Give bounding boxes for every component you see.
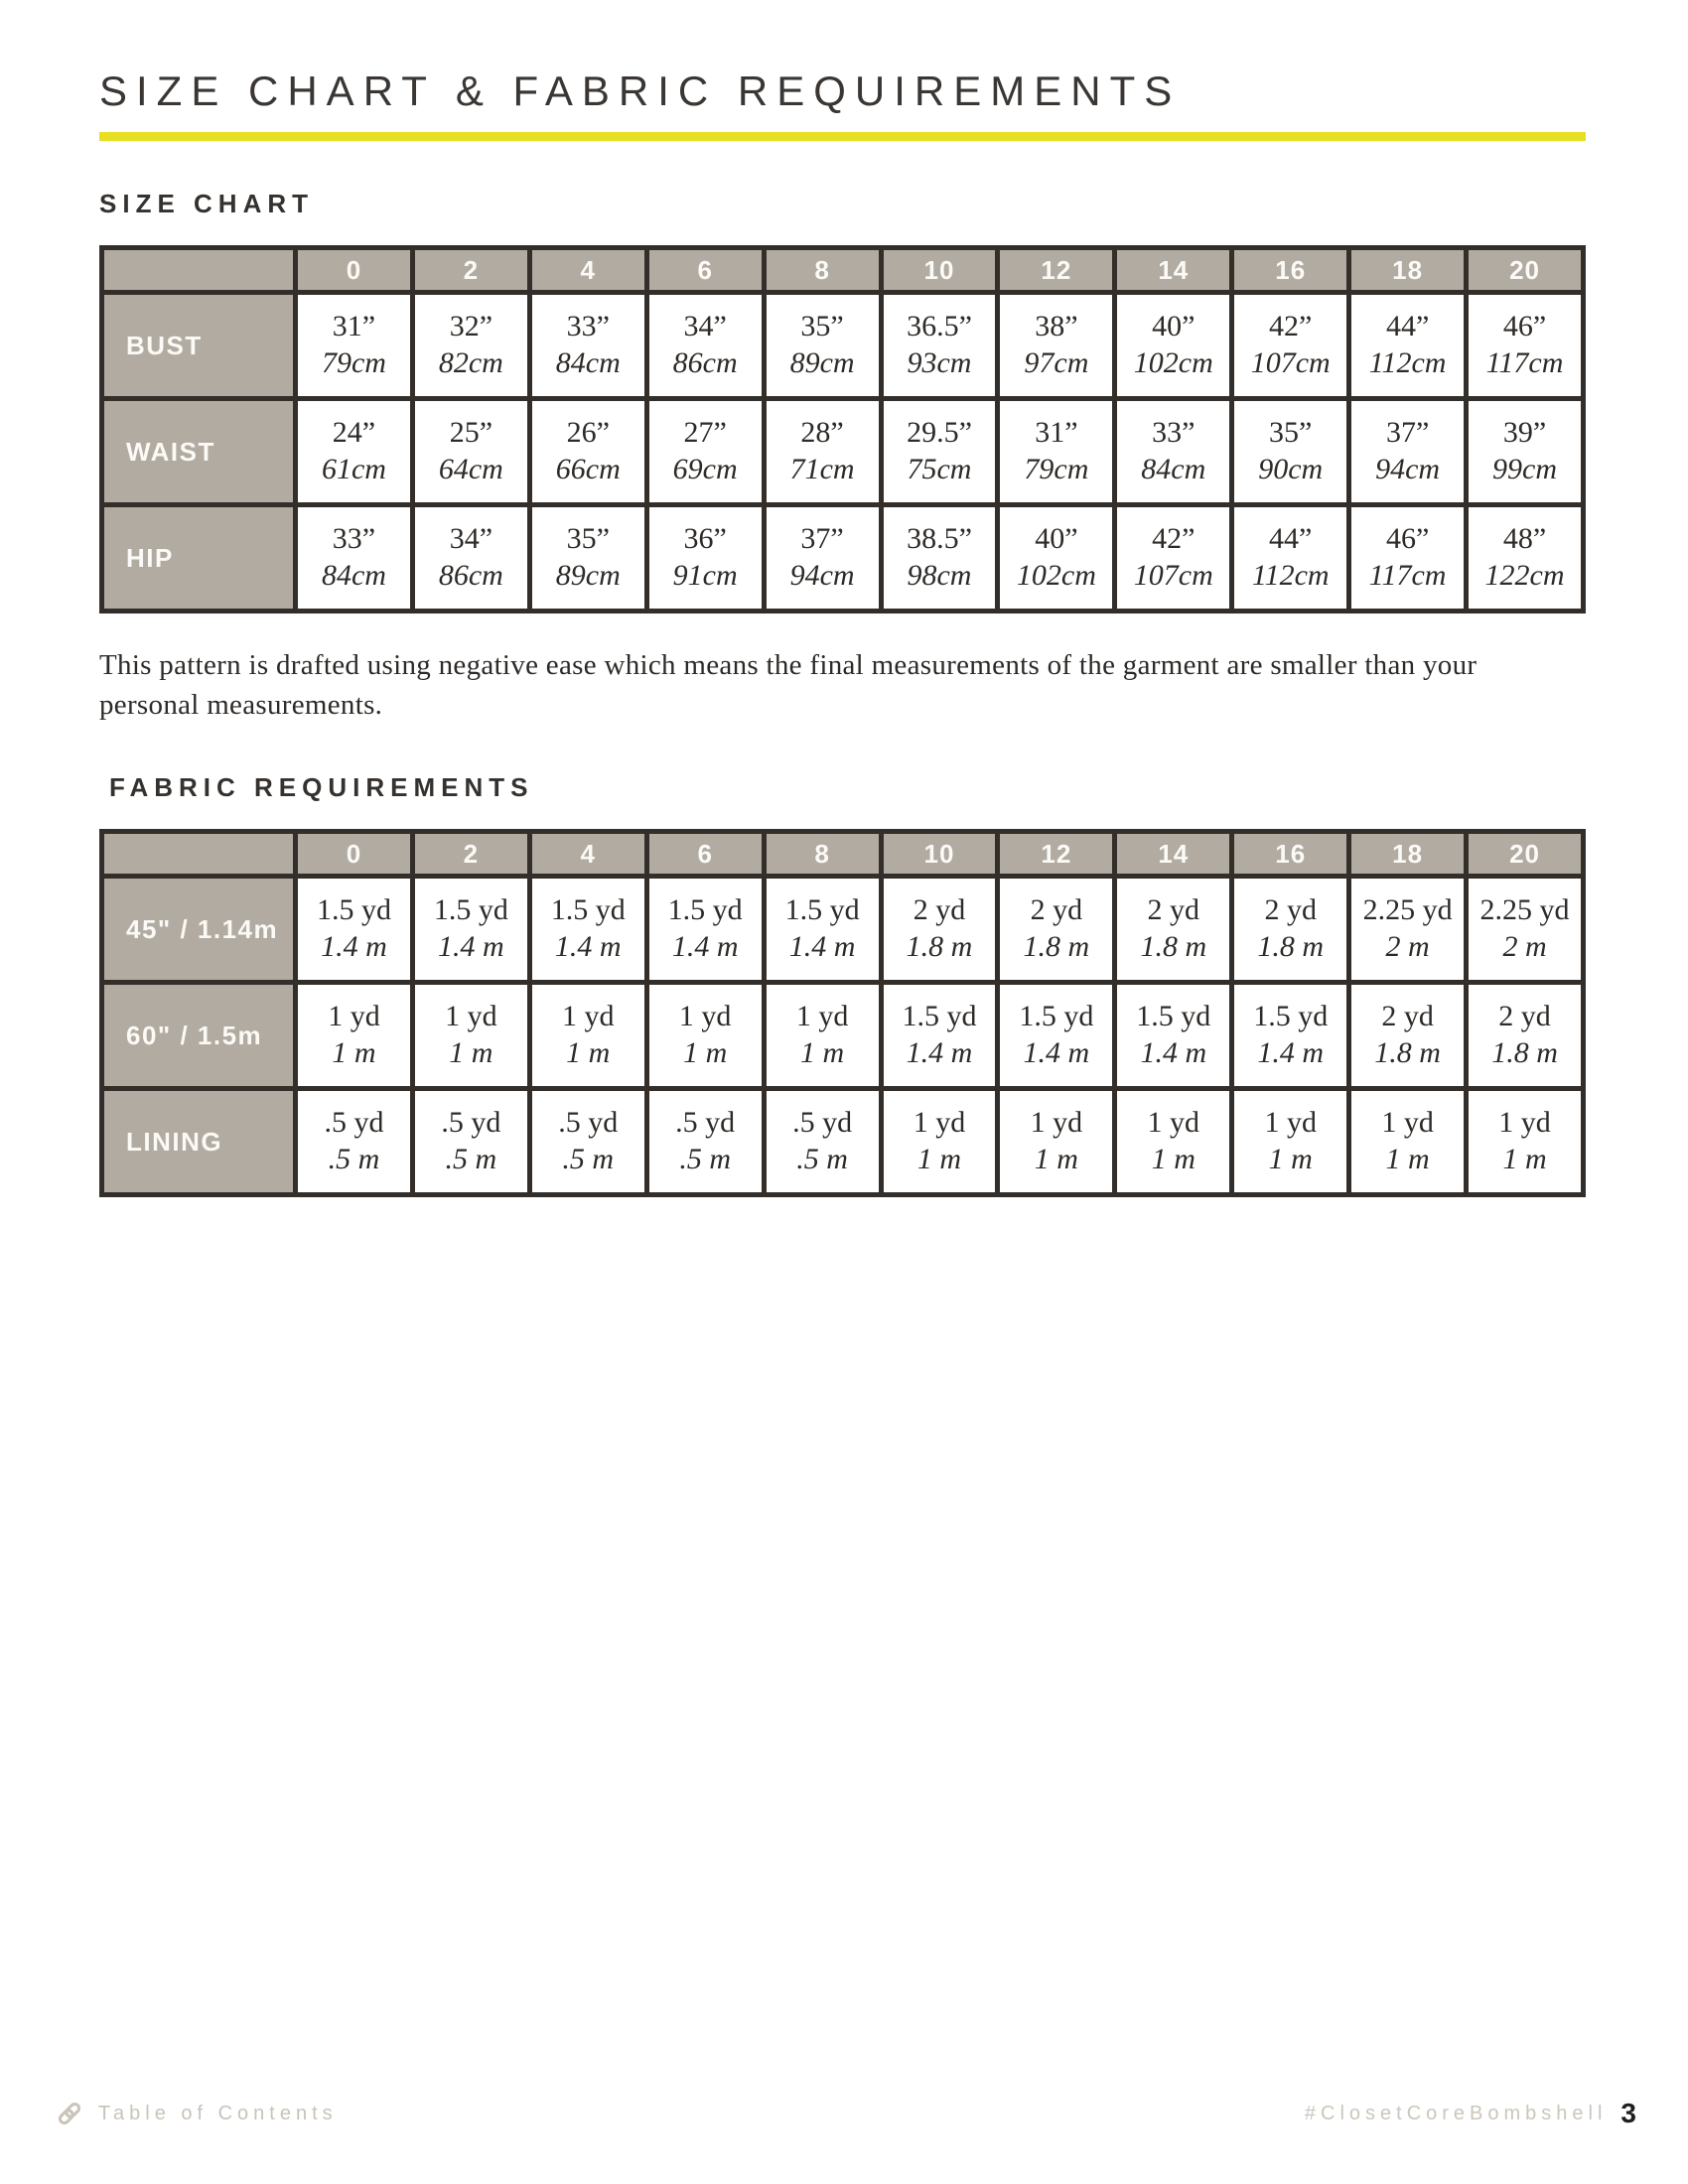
row-label-cell: 60" / 1.5m: [102, 983, 296, 1089]
yardage-cell: 2 yd 1.8 m: [998, 877, 1115, 983]
hashtag: #ClosetCoreBombshell: [1304, 2102, 1608, 2124]
measurement-cell: 38” 97cm: [998, 293, 1115, 399]
row-label-cell: 45" / 1.14m: [102, 877, 296, 983]
measurement-cell: 35” 89cm: [529, 505, 646, 612]
measurement-cell: 35” 89cm: [764, 293, 881, 399]
measurement-cell: 28” 71cm: [764, 399, 881, 505]
measurement-cell: 37” 94cm: [764, 505, 881, 612]
measurement-cell: 27” 69cm: [646, 399, 764, 505]
measurement-cell: 24” 61cm: [296, 399, 413, 505]
title-accent-rule: [99, 132, 1586, 141]
fabric-requirements-heading: FABRIC REQUIREMENTS: [109, 772, 534, 803]
measurement-cell: 40” 102cm: [998, 505, 1115, 612]
yardage-cell: 2 yd 1.8 m: [1467, 983, 1584, 1089]
size-column-header: 18: [1349, 832, 1467, 877]
measurement-cell: 37” 94cm: [1349, 399, 1467, 505]
yardage-cell: 2.25 yd 2 m: [1467, 877, 1584, 983]
size-column-header: 14: [1115, 248, 1232, 293]
measurement-cell: 36.5” 93cm: [881, 293, 998, 399]
size-column-header: 6: [646, 248, 764, 293]
measurement-cell: 25” 64cm: [412, 399, 529, 505]
footer: [55, 2098, 1636, 2129]
yardage-cell: 1 yd 1 m: [1115, 1089, 1232, 1195]
measurement-cell: 36” 91cm: [646, 505, 764, 612]
size-column-header: 2: [412, 248, 529, 293]
measurement-cell: 33” 84cm: [529, 293, 646, 399]
yardage-cell: 1 yd 1 m: [1349, 1089, 1467, 1195]
row-label-cell: HIP: [102, 505, 296, 612]
yardage-cell: .5 yd .5 m: [296, 1089, 413, 1195]
content: [99, 68, 1586, 1197]
link-icon: [55, 2099, 84, 2128]
size-column-header: 20: [1467, 248, 1584, 293]
yardage-cell: 1 yd 1 m: [881, 1089, 998, 1195]
measurement-cell: 44” 112cm: [1232, 505, 1349, 612]
yardage-cell: 1.5 yd 1.4 m: [764, 877, 881, 983]
fabric-requirements-table: [99, 829, 1586, 1197]
row-label-cell: WAIST: [102, 399, 296, 505]
yardage-cell: 1 yd 1 m: [529, 983, 646, 1089]
measurement-cell: 29.5” 75cm: [881, 399, 998, 505]
size-column-header: 12: [998, 832, 1115, 877]
measurement-cell: 44” 112cm: [1349, 293, 1467, 399]
measurement-cell: 48” 122cm: [1467, 505, 1584, 612]
yardage-cell: 1.5 yd 1.4 m: [529, 877, 646, 983]
size-column-header: 8: [764, 832, 881, 877]
yardage-cell: 1.5 yd 1.4 m: [1115, 983, 1232, 1089]
toc-label: Table of Contents: [98, 2102, 338, 2124]
corner-cell: [102, 832, 296, 877]
measurement-cell: 46” 117cm: [1467, 293, 1584, 399]
measurement-cell: 46” 117cm: [1349, 505, 1467, 612]
size-column-header: 2: [412, 832, 529, 877]
yardage-cell: .5 yd .5 m: [412, 1089, 529, 1195]
size-chart-heading: SIZE CHART: [99, 189, 314, 218]
size-column-header: 12: [998, 248, 1115, 293]
yardage-cell: 1 yd 1 m: [646, 983, 764, 1089]
row-label-cell: BUST: [102, 293, 296, 399]
size-column-header: 14: [1115, 832, 1232, 877]
yardage-cell: 1 yd 1 m: [1467, 1089, 1584, 1195]
yardage-cell: 1 yd 1 m: [296, 983, 413, 1089]
measurement-cell: 35” 90cm: [1232, 399, 1349, 505]
yardage-cell: 2 yd 1.8 m: [1232, 877, 1349, 983]
size-header-row: [102, 832, 1584, 877]
yardage-cell: 2.25 yd 2 m: [1349, 877, 1467, 983]
yardage-cell: 1.5 yd 1.4 m: [881, 983, 998, 1089]
measurement-cell: 38.5” 98cm: [881, 505, 998, 612]
measurement-cell: 40” 102cm: [1115, 293, 1232, 399]
yardage-cell: 1.5 yd 1.4 m: [998, 983, 1115, 1089]
size-column-header: 0: [296, 248, 413, 293]
yardage-cell: 1.5 yd 1.4 m: [646, 877, 764, 983]
table-row: [102, 1089, 1584, 1195]
yardage-cell: 1.5 yd 1.4 m: [1232, 983, 1349, 1089]
table-row: [102, 399, 1584, 505]
yardage-cell: 1 yd 1 m: [412, 983, 529, 1089]
measurement-cell: 39” 99cm: [1467, 399, 1584, 505]
measurement-cell: 34” 86cm: [412, 505, 529, 612]
yardage-cell: .5 yd .5 m: [529, 1089, 646, 1195]
table-row: [102, 505, 1584, 612]
yardage-cell: 1.5 yd 1.4 m: [296, 877, 413, 983]
negative-ease-note: This pattern is drafted using negative ease which means the final measurements of the garment are smaller than your personal measurements.: [99, 649, 1477, 722]
size-column-header: 18: [1349, 248, 1467, 293]
table-row: [102, 983, 1584, 1089]
page-number: 3: [1620, 2098, 1636, 2128]
yardage-cell: .5 yd .5 m: [646, 1089, 764, 1195]
measurement-cell: 42” 107cm: [1115, 505, 1232, 612]
size-column-header: 8: [764, 248, 881, 293]
yardage-cell: 2 yd 1.8 m: [881, 877, 998, 983]
size-column-header: 4: [529, 248, 646, 293]
measurement-cell: 26” 66cm: [529, 399, 646, 505]
yardage-cell: .5 yd .5 m: [764, 1089, 881, 1195]
measurement-cell: 33” 84cm: [296, 505, 413, 612]
size-column-header: 10: [881, 248, 998, 293]
size-column-header: 6: [646, 832, 764, 877]
footer-right: [1305, 2098, 1636, 2129]
yardage-cell: 2 yd 1.8 m: [1115, 877, 1232, 983]
table-row: [102, 877, 1584, 983]
measurement-cell: 31” 79cm: [296, 293, 413, 399]
table-row: [102, 293, 1584, 399]
yardage-cell: 1 yd 1 m: [1232, 1089, 1349, 1195]
measurement-cell: 32” 82cm: [412, 293, 529, 399]
size-column-header: 20: [1467, 832, 1584, 877]
page-title: SIZE CHART & FABRIC REQUIREMENTS: [99, 68, 1182, 114]
yardage-cell: 2 yd 1.8 m: [1349, 983, 1467, 1089]
size-column-header: 16: [1232, 248, 1349, 293]
size-column-header: 4: [529, 832, 646, 877]
size-column-header: 10: [881, 832, 998, 877]
size-header-row: [102, 248, 1584, 293]
yardage-cell: 1 yd 1 m: [998, 1089, 1115, 1195]
measurement-cell: 33” 84cm: [1115, 399, 1232, 505]
corner-cell: [102, 248, 296, 293]
size-column-header: 0: [296, 832, 413, 877]
toc-link[interactable]: [55, 2099, 338, 2128]
size-chart-table: [99, 245, 1586, 614]
row-label-cell: LINING: [102, 1089, 296, 1195]
size-column-header: 16: [1232, 832, 1349, 877]
yardage-cell: 1.5 yd 1.4 m: [412, 877, 529, 983]
yardage-cell: 1 yd 1 m: [764, 983, 881, 1089]
measurement-cell: 42” 107cm: [1232, 293, 1349, 399]
measurement-cell: 34” 86cm: [646, 293, 764, 399]
measurement-cell: 31” 79cm: [998, 399, 1115, 505]
